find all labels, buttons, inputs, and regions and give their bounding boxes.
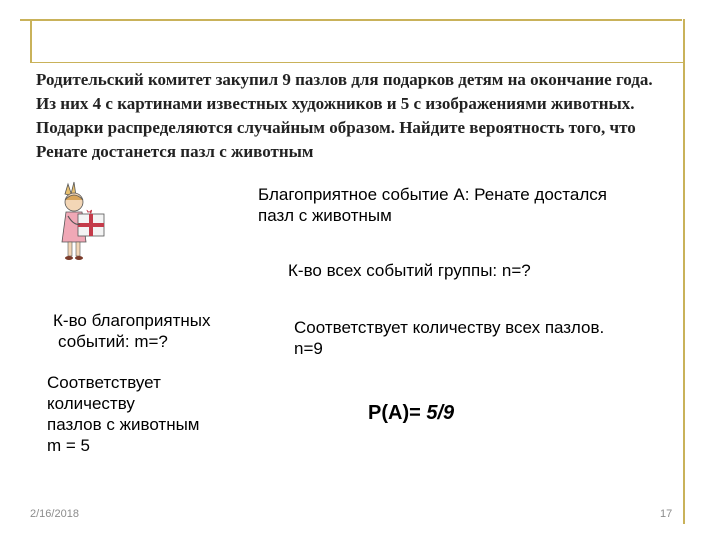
girl-with-gift-clipart [48, 180, 114, 262]
corresponds-all-line-1: Соответствует количеству всех пазлов. [294, 318, 605, 337]
corresponds-all-line-2: n=9 [294, 339, 323, 358]
favorable-events-label [53, 310, 210, 352]
corresponds-all-text [294, 317, 674, 359]
footer-date: 2/16/2018 [30, 508, 79, 520]
event-line-1: Благоприятное событие А: Ренате достался [258, 185, 607, 204]
fav-label-line-2: событий: m=? [58, 332, 168, 351]
frame-left-line [30, 19, 32, 63]
corresponds-fav-line-2: количеству [47, 394, 135, 413]
corresponds-fav-line-3: пазлов с животным [47, 415, 200, 434]
corresponds-fav-line-1: Соответствует [47, 373, 161, 392]
favorable-event-text [258, 184, 658, 226]
fav-label-line-1: К-во благоприятных [53, 311, 211, 330]
frame-top-line [20, 19, 682, 21]
page-number: 17 [660, 508, 673, 520]
probability-label: P(A)= [368, 402, 421, 424]
frame-right-line [683, 19, 685, 524]
probability-value: 5/9 [426, 402, 455, 424]
problem-statement: Родительский комитет закупил 9 пазлов для подарков детям на окончание года. Из них 4 с картинами известных художников и 5 с изображениями животных. Подарки распределяются случайным образом. Найдите вероятность того, что Ренате достанется пазл с животным [36, 70, 653, 161]
all-events-count: К-во всех событий группы: n=? [288, 261, 531, 280]
corresponds-fav-line-4: m = 5 [47, 436, 90, 455]
frame-bottom-line [30, 62, 684, 63]
event-line-2: пазл с животным [258, 206, 392, 225]
probability-result [368, 401, 454, 425]
corresponds-fav-text [47, 372, 247, 456]
